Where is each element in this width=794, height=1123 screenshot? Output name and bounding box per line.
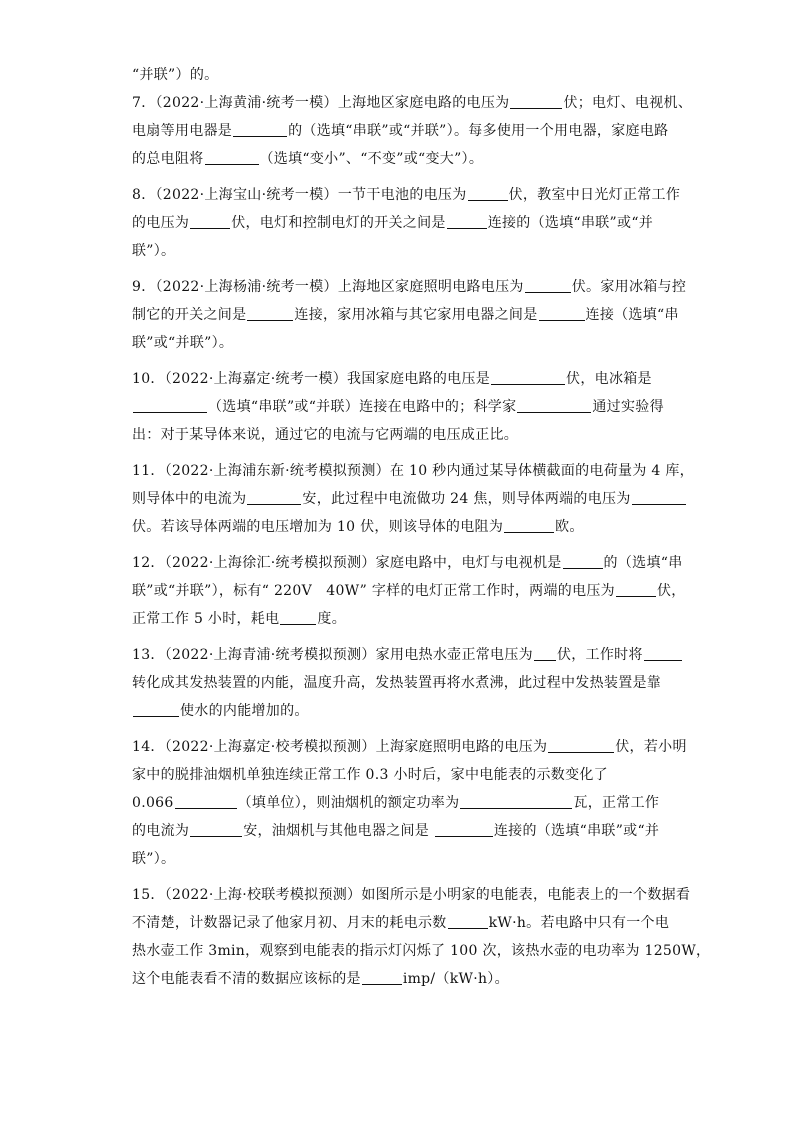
text-line <box>132 885 690 905</box>
text-segment: 联”或“并联”）。 <box>132 335 234 351</box>
text-segment: （选填“串联”或“并联）连接在电路中的；科学家 <box>208 399 517 415</box>
answer-blank[interactable] <box>460 793 572 809</box>
answer-blank[interactable] <box>447 213 487 229</box>
text-line <box>132 461 694 481</box>
text-line <box>132 553 683 573</box>
answer-blank[interactable] <box>448 913 488 929</box>
text-line <box>132 645 683 665</box>
text-line <box>132 277 686 297</box>
answer-blank[interactable] <box>468 185 508 201</box>
answer-blank[interactable] <box>525 277 571 293</box>
text-segment: 则导体中的电流为 <box>132 491 247 507</box>
text-segment: 15．（2022·上海·校联考模拟预测）如图所示是小明家的电能表，电能表上的一个数据看 <box>132 887 691 903</box>
text-line <box>132 793 659 813</box>
text-line <box>132 149 483 169</box>
text-line <box>132 369 652 389</box>
text-segment: 伏。若该导体两端的电压增加为 10 伏，则该导体的电阻为 <box>132 519 504 535</box>
answer-blank[interactable] <box>233 121 287 137</box>
text-segment: 的（选填“串联”或“并联”）。每多使用一个用电器，家庭电路 <box>288 123 669 139</box>
text-line <box>132 609 346 629</box>
answer-blank[interactable] <box>435 821 493 837</box>
text-segment: 不清楚，计数器记录了他家月初、月末的耗电示数 <box>132 915 447 931</box>
text-segment: “并联”）的。 <box>132 67 219 83</box>
text-segment: 制它的开关之间是 <box>132 307 247 323</box>
text-segment: 通过实验得 <box>592 399 664 415</box>
text-segment: 联”）。 <box>132 851 176 867</box>
answer-blank[interactable] <box>190 821 242 837</box>
text-segment: imp/（kW·h）。 <box>402 971 509 987</box>
text-line <box>132 333 233 353</box>
answer-blank[interactable] <box>534 645 556 661</box>
text-segment: 连接的（选填“串联”或“并 <box>487 215 654 231</box>
text-line <box>132 241 175 261</box>
text-segment: 伏，电冰箱是 <box>566 371 652 387</box>
answer-blank[interactable] <box>190 213 230 229</box>
text-segment: 安，油烟机与其他电器之间是 <box>243 823 434 839</box>
text-segment: 家中的脱排油烟机单独连续正常工作 0.3 小时后，家中电能表的示数变化了 <box>132 767 608 783</box>
text-segment: 8．（2022·上海宝山·统考一模）一节干电池的电压为 <box>132 187 467 203</box>
text-line <box>132 821 659 841</box>
text-line <box>132 517 584 537</box>
text-segment: kW·h。若电路中只有一个电 <box>488 915 670 931</box>
answer-blank[interactable] <box>205 149 259 165</box>
answer-blank[interactable] <box>504 517 554 533</box>
answer-blank[interactable] <box>247 489 301 505</box>
text-segment: （填单位），则油烟机的额定功率为 <box>237 795 460 811</box>
answer-blank[interactable] <box>563 553 603 569</box>
text-line <box>132 185 680 205</box>
text-segment: 伏；电灯、电视机、 <box>563 95 693 111</box>
text-segment: 连接的（选填“串联”或“并 <box>493 823 660 839</box>
text-segment: 12．（2022·上海徐汇·统考模拟预测）家庭电路中，电灯与电视机是 <box>132 555 562 571</box>
text-segment: 伏，若小明 <box>615 739 687 755</box>
text-segment: 11．（2022·上海浦东新·统考模拟预测）在 10 秒内通过某导体横截面的电荷量为 4 库， <box>132 463 694 479</box>
text-segment: 13．（2022·上海青浦·统考模拟预测）家用电热水壶正常电压为 <box>132 647 533 663</box>
text-segment: 的电流为 <box>132 823 190 839</box>
answer-blank[interactable] <box>644 645 682 661</box>
text-line <box>132 849 175 869</box>
text-line <box>132 305 679 325</box>
text-segment: 14．（2022·上海嘉定·校考模拟预测）上海家庭照明电路的电压为 <box>132 739 548 755</box>
answer-blank[interactable] <box>133 397 207 413</box>
text-segment: 电扇等用电器是 <box>132 123 233 139</box>
text-segment: 欧。 <box>555 519 584 535</box>
answer-blank[interactable] <box>133 701 179 717</box>
text-segment: 伏，工作时将 <box>556 647 643 663</box>
text-line <box>132 737 687 757</box>
answer-blank[interactable] <box>280 609 316 625</box>
text-segment: 的（选填“串 <box>603 555 683 571</box>
text-line <box>132 913 669 933</box>
text-segment: 10．（2022·上海嘉定·统考一模）我国家庭电路的电压是 <box>132 371 491 387</box>
text-segment: 出：对于某导体来说，通过它的电流与它两端的电压成正比。 <box>132 427 519 443</box>
text-line <box>132 673 661 693</box>
text-segment: 0.066 <box>132 795 174 811</box>
text-line <box>132 213 653 233</box>
answer-blank[interactable] <box>247 305 293 321</box>
text-line <box>132 93 692 113</box>
text-line <box>132 581 686 601</box>
text-line <box>132 121 668 141</box>
text-segment: 度。 <box>317 611 347 627</box>
text-segment: 这个电能表看不清的数据应该标的是 <box>132 971 361 987</box>
text-segment: 7．（2022·上海黄浦·统考一模）上海地区家庭电路的电压为 <box>132 95 510 111</box>
answer-blank[interactable] <box>175 793 237 809</box>
answer-blank[interactable] <box>616 581 656 597</box>
text-segment: 安，此过程中电流做功 24 焦，则导体两端的电压为 <box>302 491 631 507</box>
text-segment: 伏，电灯和控制电灯的开关之间是 <box>231 215 446 231</box>
text-segment: 联”）。 <box>132 243 176 259</box>
text-segment: 的电压为 <box>132 215 190 231</box>
text-segment: 瓦，正常工作 <box>573 795 660 811</box>
answer-blank[interactable] <box>362 969 402 985</box>
text-segment: 9．（2022·上海杨浦·统考一模）上海地区家庭照明电路电压为 <box>132 279 524 295</box>
text-segment: 使水的内能增加的。 <box>180 703 309 719</box>
answer-blank[interactable] <box>632 489 686 505</box>
answer-blank[interactable] <box>491 369 565 385</box>
text-segment: 转化成其发热装置的内能，温度升高，发热装置再将水煮沸，此过程中发热装置是靠 <box>132 675 662 691</box>
text-segment: 的总电阻将 <box>132 151 204 167</box>
text-segment: 伏，教室中日光灯正常工作 <box>508 187 681 203</box>
text-line <box>132 701 309 721</box>
text-line <box>132 765 608 785</box>
text-segment: （选填“变小”、“不变”或“变大”）。 <box>259 151 484 167</box>
text-segment: 伏。家用冰箱与控 <box>571 279 687 295</box>
text-segment: 热水壶工作 3min，观察到电能表的指示灯闪烁了 100 次，该热水壶的电功率为 1250W， <box>132 943 711 959</box>
text-line <box>132 397 664 417</box>
answer-blank[interactable] <box>539 305 585 321</box>
answer-blank[interactable] <box>548 737 614 753</box>
answer-blank[interactable] <box>517 397 591 413</box>
text-segment: 连接，家用冰箱与其它家用电器之间是 <box>294 307 538 323</box>
answer-blank[interactable] <box>510 93 562 109</box>
text-line <box>132 489 687 509</box>
text-segment: 连接（选填“串 <box>585 307 679 323</box>
text-segment: 联”或“并联”），标有“ 220V 40W” 字样的电灯正常工作时，两端的电压为 <box>132 583 615 599</box>
text-line <box>132 941 710 961</box>
text-line <box>132 65 218 85</box>
text-segment: 伏， <box>656 583 686 599</box>
text-segment: 正常工作 5 小时，耗电 <box>132 611 280 627</box>
text-line <box>132 969 509 989</box>
text-line <box>132 425 518 445</box>
